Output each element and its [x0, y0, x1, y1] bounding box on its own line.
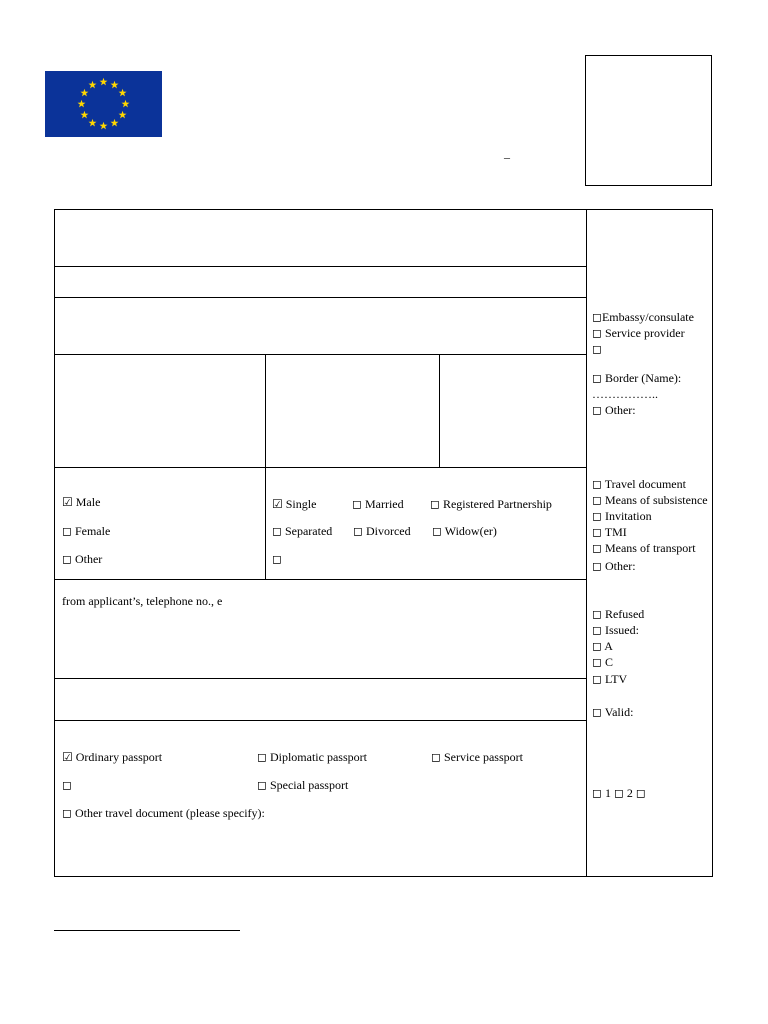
- row-divider-7: [55, 720, 586, 721]
- civil-registered-partnership-checkbox[interactable]: ◻ Registered Partnership: [430, 497, 552, 511]
- doc-invitation-checkbox[interactable]: ◻ Invitation: [592, 509, 652, 523]
- eu-flag-icon: [45, 71, 162, 137]
- passport-blank-checkbox[interactable]: ◻: [62, 778, 72, 792]
- doc-other-checkbox[interactable]: ◻ Other:: [592, 559, 636, 573]
- doc-means-subsistence-checkbox[interactable]: ◻ Means of subsistence: [592, 493, 708, 507]
- civil-divorced-checkbox[interactable]: ◻ Divorced: [353, 524, 411, 538]
- passport-service-checkbox[interactable]: ◻ Service passport: [431, 750, 523, 764]
- sex-male-checkbox[interactable]: ☑ Male: [62, 495, 101, 509]
- doc-tmi-checkbox[interactable]: ◻ TMI: [592, 525, 627, 539]
- civil-single-checkbox[interactable]: ☑ Single: [272, 497, 317, 511]
- lodged-border-name-line: ……………..: [592, 387, 658, 401]
- header-dash: –: [504, 150, 510, 164]
- lodged-service-provider-checkbox[interactable]: ◻ Service provider: [592, 326, 685, 340]
- passport-special-checkbox[interactable]: ◻ Special passport: [257, 778, 349, 792]
- civil-separated-checkbox[interactable]: ◻ Separated: [272, 524, 333, 538]
- decision-ltv-checkbox[interactable]: ◻ LTV: [592, 672, 628, 686]
- row-divider-5: [55, 579, 586, 580]
- lodged-embassy-checkbox[interactable]: ◻Embassy/consulate: [592, 310, 694, 324]
- lodged-blank-checkbox[interactable]: ◻: [592, 342, 602, 356]
- decision-valid-checkbox[interactable]: ◻ Valid:: [592, 705, 634, 719]
- civil-married-checkbox[interactable]: ◻ Married: [352, 497, 404, 511]
- sex-female-checkbox[interactable]: ◻ Female: [62, 524, 111, 538]
- doc-travel-document-checkbox[interactable]: ◻ Travel document: [592, 477, 686, 491]
- doc-means-transport-checkbox[interactable]: ◻ Means of transport: [592, 541, 696, 555]
- row-divider-3: [55, 354, 586, 355]
- passport-ordinary-checkbox[interactable]: ☑ Ordinary passport: [62, 750, 163, 764]
- cell-divider-1: [265, 354, 266, 467]
- passport-other-checkbox[interactable]: ◻ Other travel document (please specify):: [62, 806, 265, 820]
- sex-other-checkbox[interactable]: ◻ Other: [62, 552, 103, 566]
- lodged-other-checkbox[interactable]: ◻ Other:: [592, 403, 636, 417]
- civil-other-checkbox[interactable]: ◻: [272, 552, 282, 566]
- photo-box: [585, 55, 712, 186]
- row-divider-4: [55, 467, 586, 468]
- decision-a-checkbox[interactable]: ◻ A: [592, 639, 613, 653]
- cell-divider-3: [265, 467, 266, 579]
- footnote-separator: [54, 930, 240, 931]
- row-divider-6: [55, 678, 586, 679]
- cell-divider-2: [439, 354, 440, 467]
- decision-refused-checkbox[interactable]: ◻ Refused: [592, 607, 645, 621]
- eu-flag-svg: [45, 71, 162, 137]
- contact-label: from applicant’s, telephone no., e: [62, 594, 223, 608]
- decision-issued-checkbox[interactable]: ◻ Issued:: [592, 623, 639, 637]
- lodged-border-checkbox[interactable]: ◻ Border (Name):: [592, 371, 682, 385]
- entries-checkboxes[interactable]: ◻ 1 ◻ 2 ◻: [592, 786, 646, 800]
- application-form: [54, 209, 713, 877]
- row-divider-1: [55, 266, 586, 267]
- civil-widower-checkbox[interactable]: ◻ Widow(er): [432, 524, 497, 538]
- decision-c-checkbox[interactable]: ◻ C: [592, 655, 613, 669]
- row-divider-2: [55, 297, 586, 298]
- sidebar-divider: [586, 210, 587, 876]
- passport-diplomatic-checkbox[interactable]: ◻ Diplomatic passport: [257, 750, 367, 764]
